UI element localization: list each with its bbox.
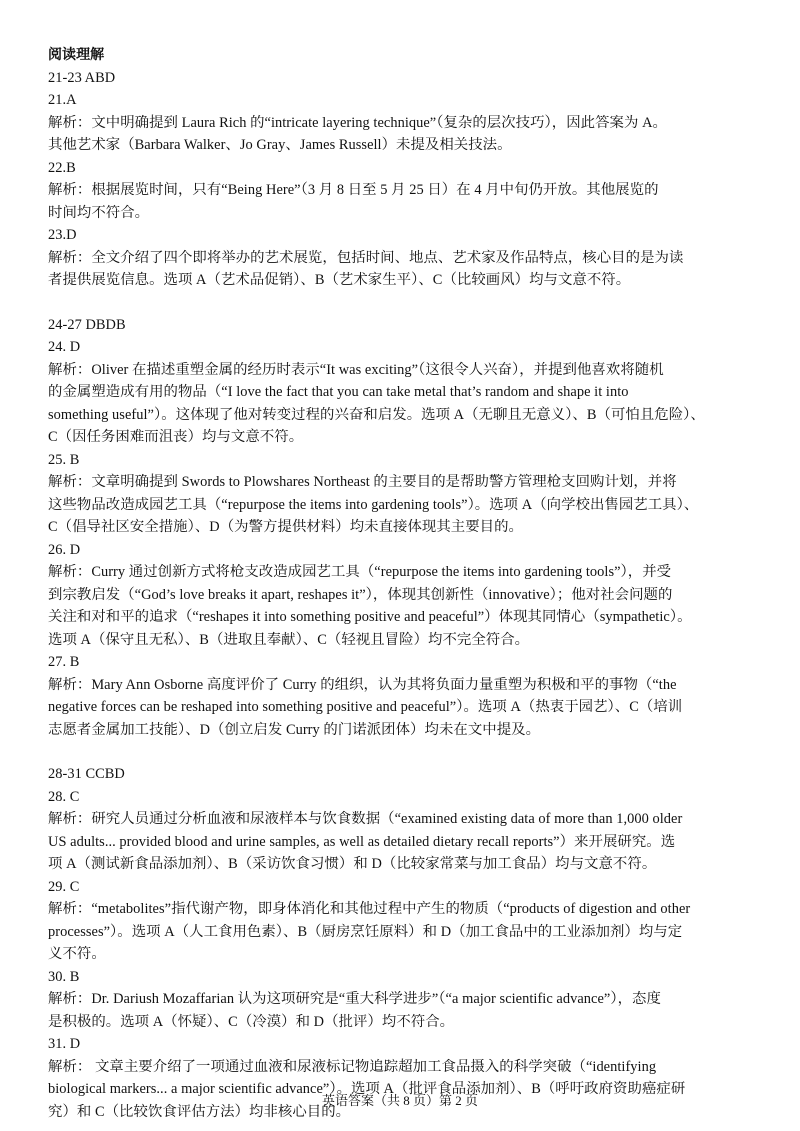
explanation-line: C（倡导社区安全措施）、D（为警方提供材料）均未直接体现其主要目的。 (48, 519, 523, 535)
question-number: 25. B (48, 451, 80, 468)
explanation-line: 到宗教启发（“God’s love breaks it apart, reshapes it”），体现其创新性（innovative）；他对社会问题的 (48, 586, 673, 603)
explanation-line: 其他艺术家（Barbara Walker、Jo Gray、James Russell）未提及相关技法。 (48, 137, 512, 153)
explanation-line: 解析：Dr. Dariush Mozaffarian 认为这项研究是“重大科学进步”（“a major scientific advance”），态度 (48, 991, 661, 1007)
explanation-line: C（因任务困难而沮丧）均与文意不符。 (48, 429, 304, 445)
page-title: 阅读理解 (48, 47, 105, 63)
explanation-line: 志愿者金属加工技能）、D（创立启发 Curry 的门诺派团体）均未在文中提及。 (48, 721, 541, 738)
explanation-line: 解析：Mary Ann Osborne 高度评价了 Curry 的组织，认为其将负面力量重塑为积极和平的事物（“the (48, 676, 677, 693)
explanation-line: 这些物品改造成园艺工具（“repurpose the items into gardening tools”）。选项 A（向学校出售园艺工具）、 (48, 496, 699, 513)
explanation-line: 解析：文章明确提到 Swords to Plowshares Northeast 的主要目的是帮助警方管理枪支回购计划，并将 (48, 474, 677, 490)
explanation-line: biological markers... a major scientific advance”）。选项 A（批评食品添加剂）、B（呼吁政府资助癌症研 (48, 1081, 686, 1097)
answer-section (48, 763, 760, 1123)
explanation-line: 的金属塑造成有用的物品（“I love the fact that you can take metal that’s random and shape it into (48, 384, 629, 400)
explanation-line: 是积极的。选项 A（怀疑）、C（冷漠）和 D（批评）均不符合。 (48, 1013, 455, 1030)
explanation-line: negative forces can be reshaped into something positive and peaceful”）。选项 A（热衷于园艺）、C（培训 (48, 699, 683, 715)
question-number: 27. B (48, 654, 80, 670)
explanation-line: 选项 A（保守且无私）、B（进取且奉献）、C（轻视且冒险）均不完全符合。 (48, 631, 530, 648)
question-number: 30. B (48, 968, 80, 985)
explanation-line: 解析：“metabolites”指代谢产物，即身体消化和其他过程中产生的物质（“products of digestion and other (48, 901, 691, 917)
explanation-line: 解析：文中明确提到 Laura Rich 的“intricate layering technique”（复杂的层次技巧），因此答案为 A。 (48, 114, 667, 131)
explanation-line: 义不符。 (48, 946, 106, 962)
page-footer: 英语答案（共 8 页）第 2 页 (321, 1093, 478, 1108)
section-answers: 28-31 CCBD (48, 766, 125, 782)
section-spacer (48, 741, 760, 763)
section-spacer (48, 292, 760, 314)
explanation-line: US adults... provided blood and urine samples, as well as detailed dietary recall reports”）来开展研究。选 (48, 833, 676, 850)
explanation-line: processes”）。选项 A（人工食用色素）、B（厨房烹饪原料）和 D（加工食品中的工业添加剂）均与定 (48, 923, 683, 940)
explanation-line: 解析：研究人员通过分析血液和尿液样本与饮食数据（“examined existing data of more than 1,000 older (48, 811, 683, 827)
question-number: 29. C (48, 878, 80, 895)
explanation-line: 时间均不符合。 (48, 204, 150, 221)
question-number: 22.B (48, 159, 76, 176)
question-number: 21.A (48, 92, 77, 108)
explanation-line: 者提供展览信息。选项 A（艺术品促销）、B（艺术家生平）、C（比较画风）均与文意不符。 (48, 272, 631, 288)
explanation-line: 关注和对和平的追求（“reshapes it into something positive and peaceful”）体现其同情心（sympathetic）。 (48, 609, 692, 625)
answer-page (48, 44, 760, 1123)
explanation-line: 解析：全文介绍了四个即将举办的艺术展览，包括时间、地点、艺术家及作品特点，核心目的是为读 (48, 249, 684, 266)
explanation-line: 解析：Oliver 在描述重塑金属的经历时表示“It was exciting”（这很令人兴奋），并提到他喜欢将随机 (48, 361, 664, 378)
answer-section (48, 67, 760, 292)
answer-section (48, 314, 760, 742)
explanation-line: 解析： 文章主要介绍了一项通过血液和尿液标记物追踪超加工食品摄入的科学突破（“identifying (48, 1058, 657, 1075)
section-answers: 21-23 ABD (48, 69, 116, 86)
section-answers: 24-27 DBDB (48, 316, 126, 333)
question-number: 28. C (48, 788, 80, 805)
question-number: 24. D (48, 339, 81, 355)
explanation-line: 解析：Curry 通过创新方式将枪支改造成园艺工具（“repurpose the items into gardening tools”），并受 (48, 564, 672, 580)
explanation-line: 解析：根据展览时间，只有“Being Here”（3 月 8 日至 5 月 25 日）在 4 月中旬仍开放。其他展览的 (48, 182, 659, 198)
explanation-line: 项 A（测试新食品添加剂）、B（采访饮食习惯）和 D（比较家常菜与加工食品）均与文意不符。 (48, 856, 657, 872)
explanation-line: something useful”）。这体现了他对转变过程的兴奋和启发。选项 A（无聊且无意义）、B（可怕且危险）、 (48, 406, 705, 423)
explanation-line: 究）和 C（比较饮食评估方法）均非核心目的。 (48, 1103, 351, 1120)
question-number: 26. D (48, 541, 81, 558)
question-number: 31. D (48, 1036, 81, 1052)
question-number: 23.D (48, 227, 77, 243)
